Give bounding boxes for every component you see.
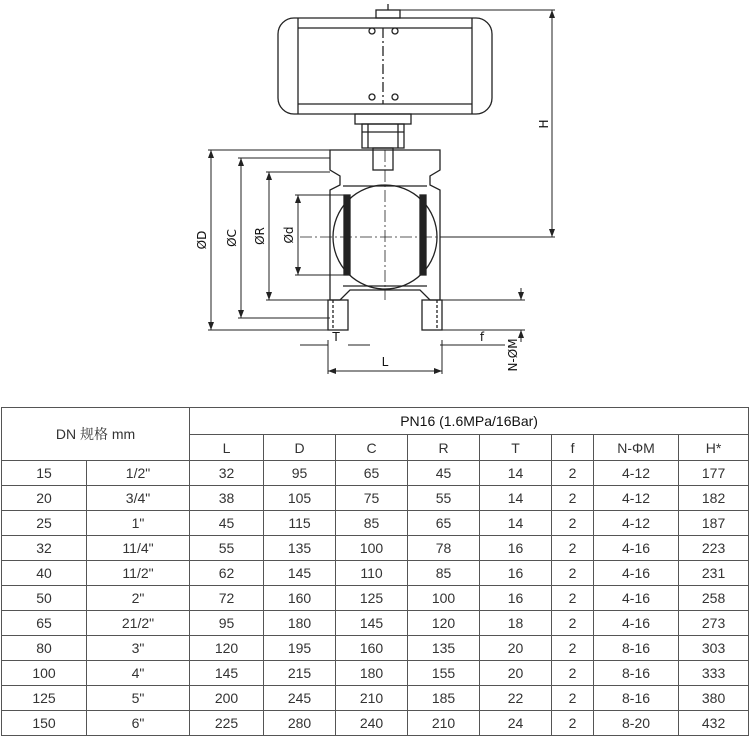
table-cell: 303 xyxy=(679,636,749,661)
table-row xyxy=(2,461,749,486)
table-cell: 135 xyxy=(408,636,480,661)
column-header-f: f xyxy=(552,435,594,461)
table-cell: 20 xyxy=(480,661,552,686)
table-cell: 180 xyxy=(264,611,336,636)
table-cell: 4-12 xyxy=(594,486,679,511)
table-cell: 8-16 xyxy=(594,686,679,711)
label-diameter-C: ØC xyxy=(225,229,239,247)
table-cell: 120 xyxy=(408,611,480,636)
table-cell: 195 xyxy=(264,636,336,661)
table-cell: 4-12 xyxy=(594,461,679,486)
table-cell: 62 xyxy=(190,561,264,586)
table-cell: 125 xyxy=(2,686,87,711)
table-cell: 15 xyxy=(2,461,87,486)
table-cell: 8-16 xyxy=(594,661,679,686)
dimension-arrows xyxy=(208,10,555,374)
table-cell: 14 xyxy=(480,511,552,536)
table-cell: 180 xyxy=(336,661,408,686)
label-length-L: L xyxy=(381,355,389,369)
column-header-T: T xyxy=(480,435,552,461)
table-cell: 16 xyxy=(480,586,552,611)
table-cell: 160 xyxy=(264,586,336,611)
table-row xyxy=(2,536,749,561)
column-header-R: R xyxy=(408,435,480,461)
table-cell: 14 xyxy=(480,486,552,511)
table-cell: 2" xyxy=(87,586,190,611)
table-cell: 115 xyxy=(264,511,336,536)
table-cell: 2 xyxy=(552,586,594,611)
table-cell: 145 xyxy=(336,611,408,636)
table-cell: 5" xyxy=(87,686,190,711)
table-cell: 100 xyxy=(408,586,480,611)
table-cell: 45 xyxy=(190,511,264,536)
table-cell: 3" xyxy=(87,636,190,661)
table-cell: 231 xyxy=(679,561,749,586)
table-cell: 65 xyxy=(336,461,408,486)
table-cell: 200 xyxy=(190,686,264,711)
table-cell: 38 xyxy=(190,486,264,511)
table-cell: 225 xyxy=(190,711,264,736)
table-cell: 245 xyxy=(264,686,336,711)
table-cell: 2 xyxy=(552,511,594,536)
table-cell: 100 xyxy=(336,536,408,561)
table-cell: 11/4" xyxy=(87,536,190,561)
table-cell: 4-16 xyxy=(594,586,679,611)
table-row xyxy=(2,711,749,736)
table-row xyxy=(2,661,749,686)
table-cell: 4" xyxy=(87,661,190,686)
table-cell: 11/2" xyxy=(87,561,190,586)
table-row xyxy=(2,511,749,536)
table-cell: 273 xyxy=(679,611,749,636)
table-cell: 333 xyxy=(679,661,749,686)
table-cell: 78 xyxy=(408,536,480,561)
table-cell: 2 xyxy=(552,561,594,586)
pneumatic-actuator xyxy=(278,4,492,114)
table-cell: 3/4" xyxy=(87,486,190,511)
table-cell: 125 xyxy=(336,586,408,611)
table-cell: 40 xyxy=(2,561,87,586)
table-cell: 95 xyxy=(190,611,264,636)
table-cell: 4-16 xyxy=(594,536,679,561)
table-row xyxy=(2,636,749,661)
table-cell: 55 xyxy=(408,486,480,511)
label-diameter-D: ØD xyxy=(195,230,209,250)
table-cell: 24 xyxy=(480,711,552,736)
table-cell: 2 xyxy=(552,536,594,561)
table-cell: 14 xyxy=(480,461,552,486)
table-row xyxy=(2,486,749,511)
table-cell: 72 xyxy=(190,586,264,611)
table-cell: 1/2" xyxy=(87,461,190,486)
column-header-D: D xyxy=(264,435,336,461)
table-cell: 22 xyxy=(480,686,552,711)
table-cell: 2 xyxy=(552,461,594,486)
table-cell: 20 xyxy=(480,636,552,661)
table-cell: 8-16 xyxy=(594,636,679,661)
table-cell: 1" xyxy=(87,511,190,536)
column-header-C: C xyxy=(336,435,408,461)
table-cell: 4-12 xyxy=(594,511,679,536)
table-cell: 2 xyxy=(552,686,594,711)
table-cell: 25 xyxy=(2,511,87,536)
table-cell: 187 xyxy=(679,511,749,536)
table-cell: 16 xyxy=(480,561,552,586)
table-cell: 258 xyxy=(679,586,749,611)
dimension-lines xyxy=(208,10,555,374)
table-cell: 85 xyxy=(408,561,480,586)
mounting-bracket xyxy=(355,114,411,170)
table-row xyxy=(2,611,749,636)
table-cell: 185 xyxy=(408,686,480,711)
table-cell: 2 xyxy=(552,486,594,511)
table-cell: 100 xyxy=(2,661,87,686)
column-header-NM: N-ΦM xyxy=(594,435,679,461)
table-row xyxy=(2,586,749,611)
table-cell: 2 xyxy=(552,636,594,661)
table-cell: 160 xyxy=(336,636,408,661)
table-cell: 210 xyxy=(408,711,480,736)
table-cell: 105 xyxy=(264,486,336,511)
table-cell: 32 xyxy=(190,461,264,486)
table-cell: 110 xyxy=(336,561,408,586)
table-cell: 432 xyxy=(679,711,749,736)
label-raised-face-f: f xyxy=(479,330,485,344)
table-cell: 215 xyxy=(264,661,336,686)
table-cell: 50 xyxy=(2,586,87,611)
table-cell: 155 xyxy=(408,661,480,686)
table-cell: 85 xyxy=(336,511,408,536)
table-cell: 380 xyxy=(679,686,749,711)
table-cell: 75 xyxy=(336,486,408,511)
table-cell: 55 xyxy=(190,536,264,561)
label-thickness-T: T xyxy=(332,330,340,344)
table-cell: 18 xyxy=(480,611,552,636)
table-cell: 45 xyxy=(408,461,480,486)
table-cell: 177 xyxy=(679,461,749,486)
table-cell: 4-16 xyxy=(594,611,679,636)
table-cell: 2 xyxy=(552,661,594,686)
label-diameter-d: Ød xyxy=(282,226,296,244)
table-cell: 6" xyxy=(87,711,190,736)
table-cell: 145 xyxy=(264,561,336,586)
table-cell: 32 xyxy=(2,536,87,561)
pressure-rating-header: PN16 (1.6MPa/16Bar) xyxy=(190,408,749,435)
dn-size-header: DN 规格 mm xyxy=(2,408,190,461)
column-header-L: L xyxy=(190,435,264,461)
column-header-H: H* xyxy=(679,435,749,461)
table-cell: 8-20 xyxy=(594,711,679,736)
specification-rows xyxy=(2,461,749,736)
table-cell: 135 xyxy=(264,536,336,561)
table-cell: 4-16 xyxy=(594,561,679,586)
table-cell: 223 xyxy=(679,536,749,561)
label-bolt-holes-NM: N-ØM xyxy=(506,338,520,372)
table-cell: 95 xyxy=(264,461,336,486)
table-cell: 20 xyxy=(2,486,87,511)
valve-body xyxy=(300,150,470,330)
valve-specification-table xyxy=(1,407,749,736)
table-cell: 280 xyxy=(264,711,336,736)
table-cell: 80 xyxy=(2,636,87,661)
table-cell: 145 xyxy=(190,661,264,686)
table-cell: 65 xyxy=(408,511,480,536)
label-diameter-R: ØR xyxy=(253,227,267,245)
table-row xyxy=(2,686,749,711)
table-cell: 2 xyxy=(552,711,594,736)
table-row xyxy=(2,561,749,586)
table-cell: 21/2" xyxy=(87,611,190,636)
table-cell: 210 xyxy=(336,686,408,711)
table-cell: 240 xyxy=(336,711,408,736)
table-cell: 2 xyxy=(552,611,594,636)
table-cell: 120 xyxy=(190,636,264,661)
table-cell: 182 xyxy=(679,486,749,511)
table-cell: 65 xyxy=(2,611,87,636)
table-cell: 16 xyxy=(480,536,552,561)
label-height-H: H xyxy=(537,119,551,129)
table-cell: 150 xyxy=(2,711,87,736)
